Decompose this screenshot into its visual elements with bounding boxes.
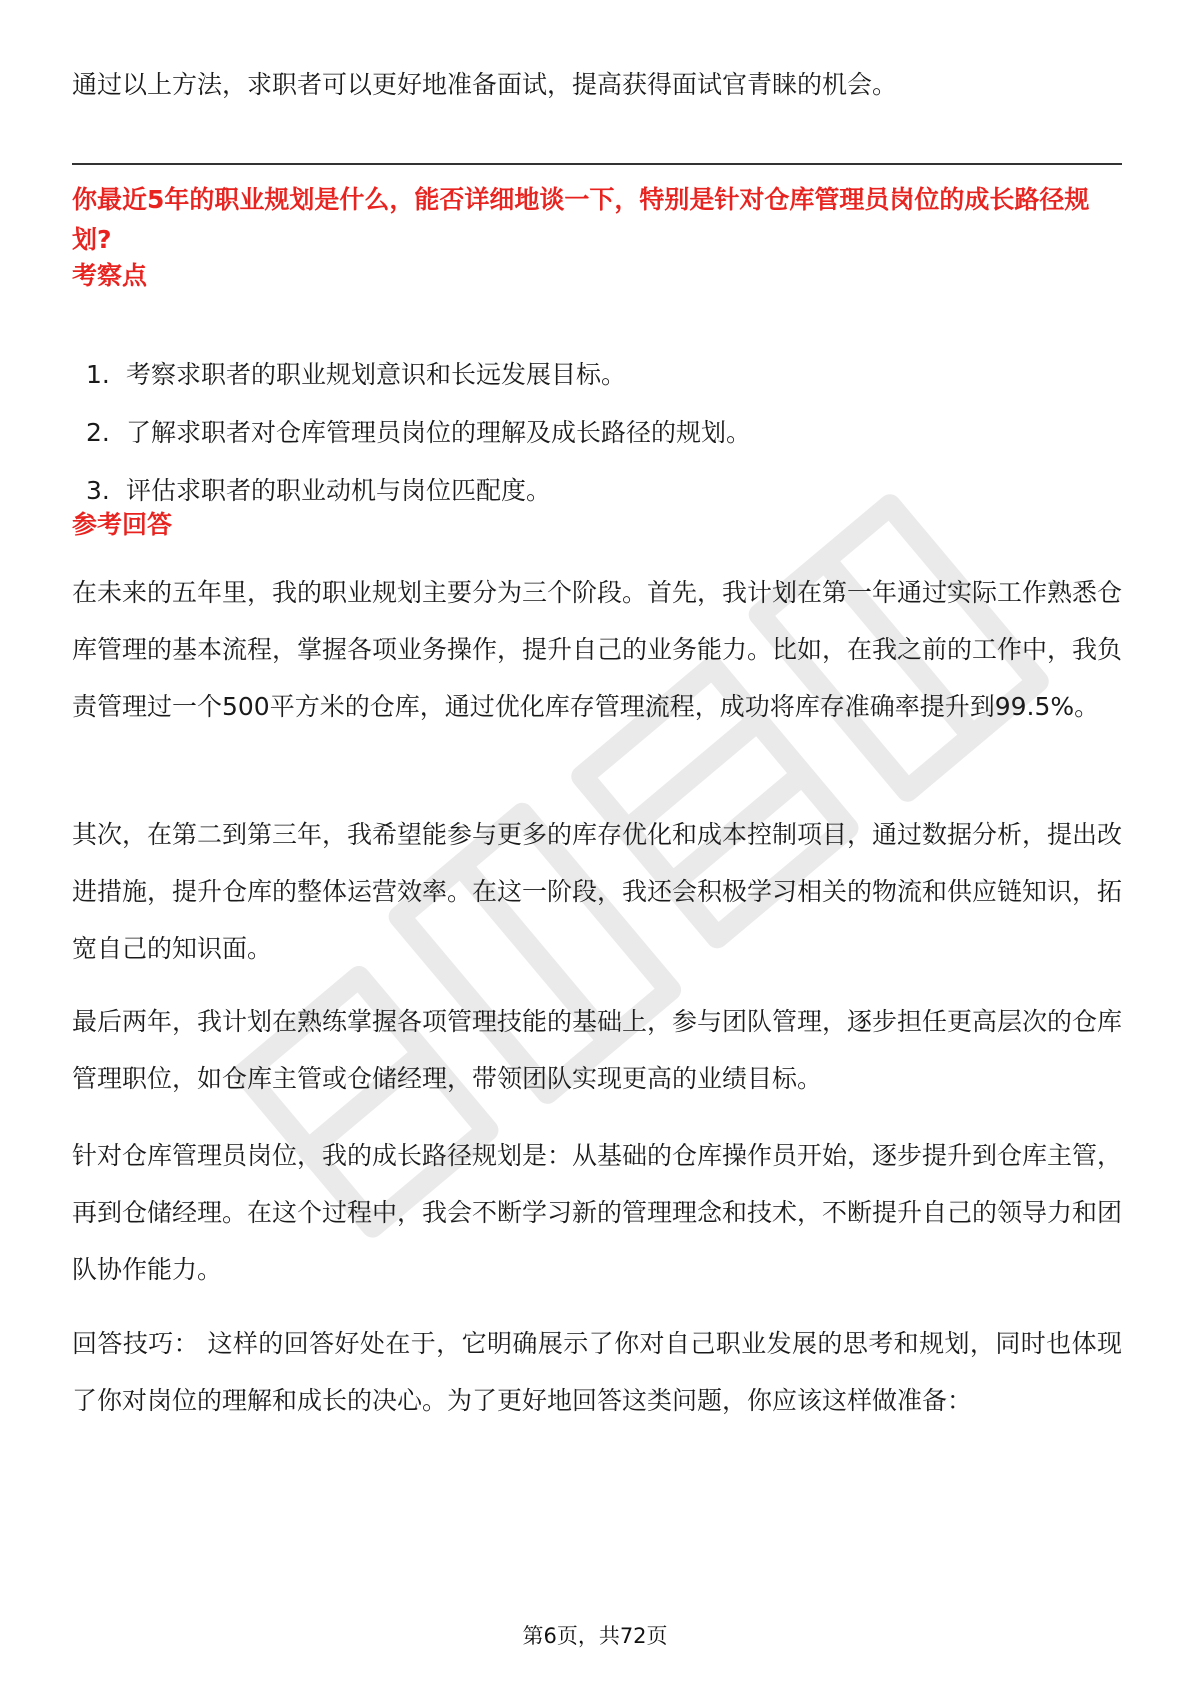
answer-tips-paragraph: 回答技巧： 这样的回答好处在于，它明确展示了你对自己职业发展的思考和规划，同时也体现了你对岗位的理解和成长的决心。为了更好地回答这类问题，你应该这样做准备： xyxy=(72,1329,1122,1415)
assessment-list xyxy=(86,346,751,520)
answer-paragraph: 针对仓库管理员岗位，我的成长路径规划是：从基础的仓库操作员开始，逐步提升到仓库主管，再到仓储经理。在这个过程中，我会不断学习新的管理理念和技术，不断提升自己的领导力和团队协作能力。 xyxy=(72,1141,1123,1284)
assessment-item-text: 了解求职者对仓库管理员岗位的理解及成长路径的规划。 xyxy=(126,418,752,447)
assessment-item-text: 考察求职者的职业规划意识和长远发展目标。 xyxy=(126,360,627,389)
answer-paragraph: 其次，在第二到第三年，我希望能参与更多的库存优化和成本控制项目，通过数据分析，提出改进措施，提升仓库的整体运营效率。在这一阶段，我还会积极学习相关的物流和供应链知识，拓宽自己的知识面。 xyxy=(72,820,1123,963)
assessment-item-number: 1. xyxy=(86,360,110,389)
question-heading: 你最近5年的职业规划是什么，能否详细地谈一下，特别是针对仓库管理员岗位的成长路径规划? xyxy=(72,185,1090,254)
assessment-item-text: 评估求职者的职业动机与岗位匹配度。 xyxy=(126,476,552,505)
answer-paragraph: 最后两年，我计划在熟练掌握各项管理技能的基础上，参与团队管理，逐步担任更高层次的仓库管理职位，如仓库主管或仓储经理，带领团队实现更高的业绩目标。 xyxy=(72,1007,1123,1093)
assessment-item-number: 3. xyxy=(86,476,110,505)
assessment-item xyxy=(86,404,751,462)
assessment-title: 考察点 xyxy=(72,261,148,290)
answer-paragraph: 在未来的五年里，我的职业规划主要分为三个阶段。首先，我计划在第一年通过实际工作熟悉仓库管理的基本流程，掌握各项业务操作，提升自己的业务能力。比如，在我之前的工作中，我负责管理过一个500平方米的仓库，通过优化库存管理流程，成功将库存准确率提升到99.5%。 xyxy=(72,578,1123,721)
page-footer: 第6页，共72页 xyxy=(522,1624,668,1648)
assessment-item-number: 2. xyxy=(86,418,110,447)
section-divider xyxy=(72,163,1122,165)
assessment-item xyxy=(86,346,751,404)
reference-answer-title: 参考回答 xyxy=(72,510,173,539)
intro-paragraph: 通过以上方法，求职者可以更好地准备面试，提高获得面试官青睐的机会。 xyxy=(72,70,898,99)
assessment-item xyxy=(86,462,751,520)
